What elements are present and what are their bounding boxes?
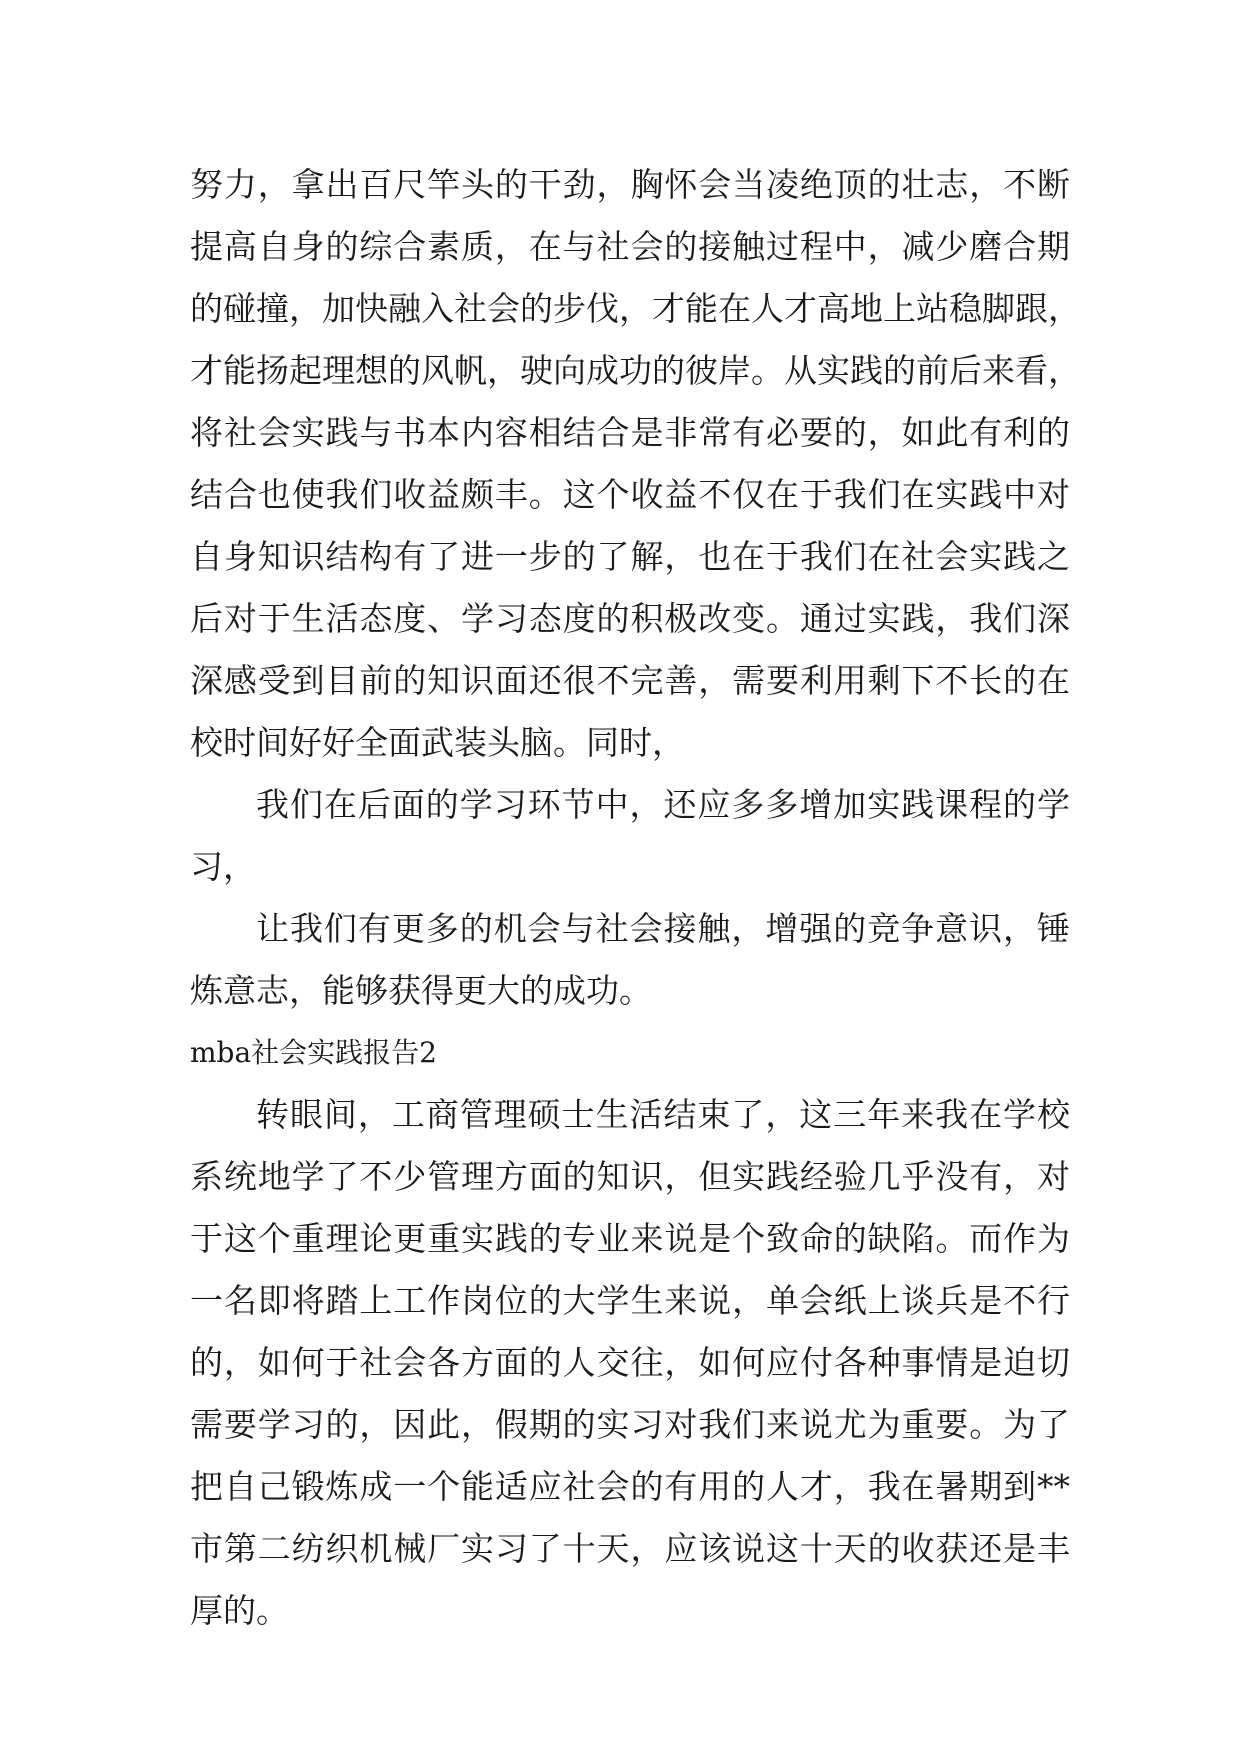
paragraph-line: 后对于生活态度、学习态度的积极改变。通过实践，我们深 (190, 599, 1070, 638)
paragraph-line: 市第二纺织机械厂实习了十天，应该说这十天的收获还是丰 (190, 1529, 1070, 1568)
paragraph-line: 自身知识结构有了进一步的了解，也在于我们在社会实践之 (190, 537, 1070, 576)
paragraph-line: 转眼间，工商管理硕士生活结束了，这三年来我在学校 (256, 1095, 1070, 1134)
paragraph-line: 才能扬起理想的风帆，驶向成功的彼岸。从实践的前后来看， (190, 351, 1081, 390)
paragraph-line: 把自己锻炼成一个能适应社会的有用的人才，我在暑期到** (190, 1467, 1070, 1506)
paragraph-line: 让我们有更多的机会与社会接触，增强的竞争意识，锤 (256, 909, 1070, 948)
paragraph-line: 于这个重理论更重实践的专业来说是个致命的缺陷。而作为 (190, 1219, 1070, 1258)
paragraph-line: 校时间好好全面武装头脑。同时， (190, 723, 685, 762)
paragraph-line: 深感受到目前的知识面还很不完善，需要利用剩下不长的在 (190, 661, 1070, 700)
paragraph-line: 将社会实践与书本内容相结合是非常有必要的，如此有利的 (190, 413, 1070, 452)
paragraph-line: 的碰撞，加快融入社会的步伐，才能在人才高地上站稳脚跟， (190, 289, 1081, 328)
paragraph-line: 系统地学了不少管理方面的知识，但实践经验几乎没有，对 (190, 1157, 1070, 1196)
paragraph-line: 习， (190, 847, 256, 886)
paragraph-line: 的，如何于社会各方面的人交往，如何应付各种事情是迫切 (190, 1343, 1070, 1382)
paragraph-line: 厚的。 (190, 1591, 289, 1630)
section-heading: mba社会实践报告2 (190, 1036, 437, 1069)
paragraph-line: 努力，拿出百尺竿头的干劲，胸怀会当凌绝顶的壮志，不断 (190, 165, 1070, 204)
paragraph-line: 需要学习的，因此，假期的实习对我们来说尤为重要。为了 (190, 1405, 1070, 1444)
paragraph-line: 我们在后面的学习环节中，还应多多增加实践课程的学 (256, 785, 1070, 824)
paragraph-line: 炼意志，能够获得更大的成功。 (190, 971, 652, 1010)
paragraph-line: 一名即将踏上工作岗位的大学生来说，单会纸上谈兵是不行 (190, 1281, 1070, 1320)
paragraph-line: 结合也使我们收益颇丰。这个收益不仅在于我们在实践中对 (190, 475, 1070, 514)
paragraph-line: 提高自身的综合素质，在与社会的接触过程中，减少磨合期 (190, 227, 1070, 266)
